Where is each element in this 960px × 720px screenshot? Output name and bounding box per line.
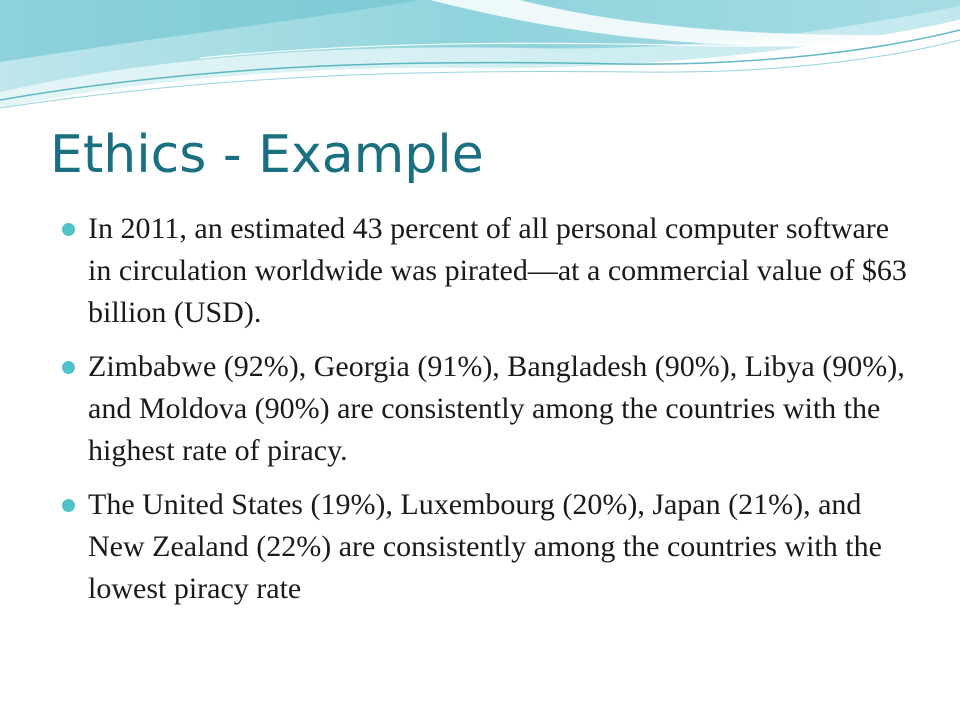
bullet-text: Zimbabwe (92%), Georgia (91%), Bangladesh (90%), Libya (90%), and Moldova (90%) are consistently among the countries with the highest rate of piracy. bbox=[88, 350, 905, 467]
bullet-text: The United States (19%), Luxembourg (20%), Japan (21%), and New Zealand (22%) are consistently among the countries with the lowest piracy rate bbox=[88, 488, 882, 605]
bullet-text: In 2011, an estimated 43 percent of all personal computer software in circulation worldwide was pirated—at a commercial value of $63 billion (USD). bbox=[88, 212, 907, 329]
bullet-dot-icon bbox=[62, 223, 75, 236]
header-wave-decoration bbox=[0, 0, 960, 120]
bullet-dot-icon bbox=[62, 361, 75, 374]
list-item bbox=[60, 346, 910, 472]
bullet-dot-icon bbox=[62, 499, 75, 512]
bullet-list bbox=[60, 208, 910, 622]
list-item bbox=[60, 484, 910, 610]
slide-title: Ethics - Example bbox=[50, 125, 484, 185]
list-item bbox=[60, 208, 910, 334]
